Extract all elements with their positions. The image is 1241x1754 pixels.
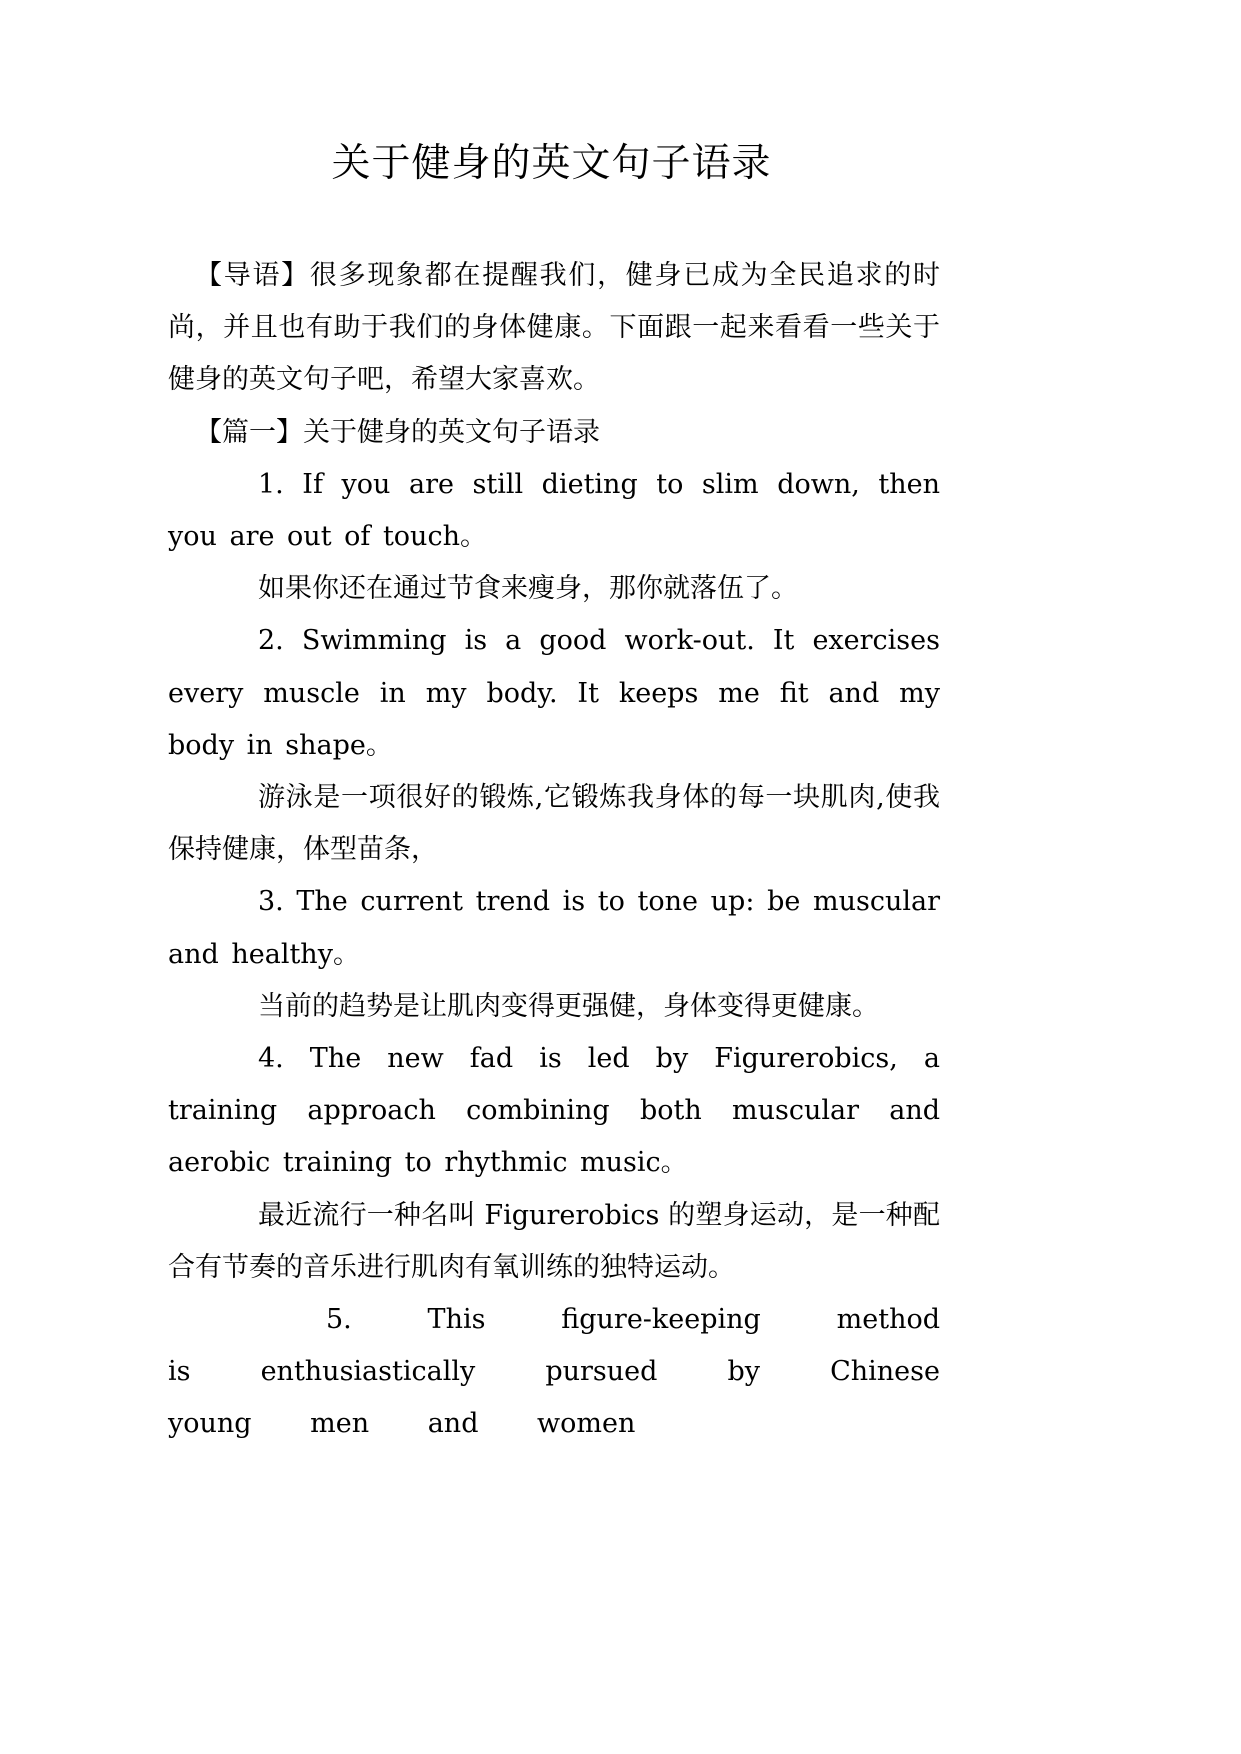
- item-4-chinese: 最近流行一种名叫 Figurerobics 的塑身运动，是一种配合有节奏的音乐进行肌肉有氧训练的独特运动。: [168, 1199, 940, 1283]
- document-body: [168, 250, 940, 1451]
- item-1-english: 1. If you are still dieting to slim down, then you are out of touch。: [168, 468, 940, 553]
- item-5-english: 5. This figure-keeping method is enthusiastically pursued by Chinese young men and women: [168, 1304, 940, 1440]
- item-2-english: 2. Swimming is a good work-out. It exercises every muscle in my body. It keeps me fit and my body in shape。: [168, 625, 940, 761]
- item-3-chinese: 当前的趋势是让肌肉变得更强健，身体变得更健康。: [258, 990, 879, 1022]
- item-1-chinese: 如果你还在通过节食来瘦身，那你就落伍了。: [258, 573, 798, 605]
- section-heading: 【篇一】关于健身的英文句子语录: [195, 416, 600, 448]
- document-title: 关于健身的英文句子语录: [331, 141, 772, 186]
- item-3-english: 3. The current trend is to tone up: be muscular and healthy。: [168, 886, 940, 970]
- item-2-chinese: 游泳是一项很好的锻炼,它锻炼我身体的每一块肌肉,使我保持健康，体型苗条，: [168, 782, 940, 866]
- intro-paragraph: 【导语】很多现象都在提醒我们，健身已成为全民追求的时尚，并且也有助于我们的身体健康。下面跟一起来看看一些关于健身的英文句子吧，希望大家喜欢。: [168, 260, 940, 396]
- item-4-english: 4. The new fad is led by Figurerobics, a training approach combining both muscular and aerobic training to rhythmic music。: [168, 1043, 940, 1179]
